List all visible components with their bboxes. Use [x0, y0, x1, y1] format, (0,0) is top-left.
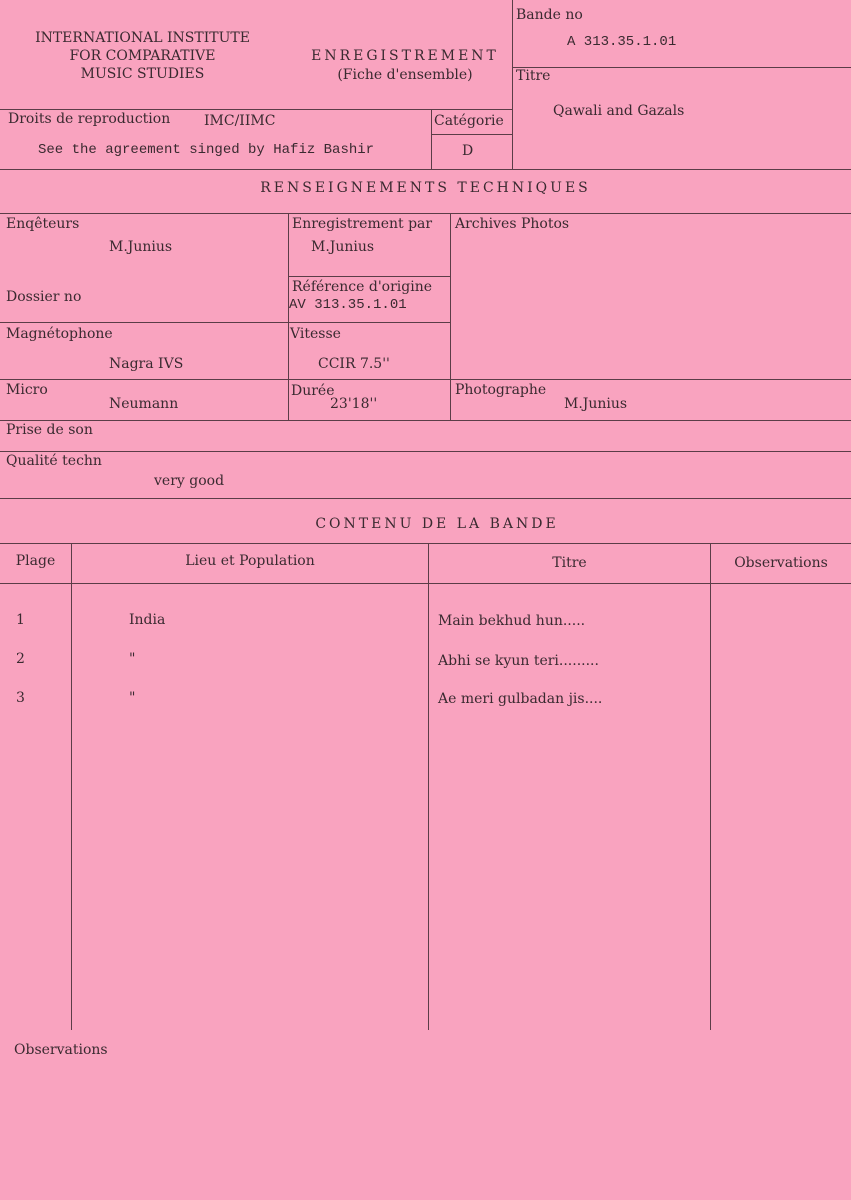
contents-top-line: [0, 543, 851, 544]
titre-label: Titre: [516, 68, 551, 84]
row-1-plage: 1: [16, 612, 25, 628]
archives-label: Archives Photos: [455, 216, 570, 232]
row-2-lieu: ": [129, 651, 136, 667]
droits-holder: IMC/IIMC: [204, 113, 276, 129]
row-3-lieu: ": [129, 690, 136, 706]
contents-col-divider-2: [428, 543, 429, 1030]
row-1-lieu: India: [129, 612, 166, 628]
column-header-plage: Plage: [15, 553, 56, 569]
magnetophone-label: Magnétophone: [6, 326, 113, 342]
dossier-label: Dossier no: [6, 289, 82, 305]
photographe-value: M.Junius: [564, 396, 628, 412]
droits-label: Droits de reproduction: [8, 111, 171, 127]
form-title: ENREGISTREMENT: [311, 48, 499, 64]
row-3-plage: 3: [16, 690, 25, 706]
micro-value: Neumann: [109, 396, 179, 412]
droits-note: See the agreement singed by Hafiz Bashir: [38, 142, 375, 158]
enqueteurs-label: Enqêteurs: [6, 216, 80, 232]
enqueteurs-value: M.Junius: [109, 239, 173, 255]
reference-top-line: [288, 276, 450, 277]
duree-value: 23'18'': [330, 396, 378, 412]
prise-top-line: [0, 420, 851, 421]
contents-section-title: CONTENU DE LA BANDE: [315, 516, 559, 532]
categorie-label: Catégorie: [434, 113, 504, 129]
reference-label: Référence d'origine: [292, 279, 433, 295]
photographe-label: Photographe: [455, 382, 547, 398]
contents-col-divider-1: [71, 543, 72, 1030]
droits-top-line: [0, 109, 512, 110]
technical-top-line: [0, 213, 851, 214]
contents-col-divider-3: [710, 543, 711, 1030]
technical-col-divider-1: [288, 213, 289, 421]
qualite-value: very good: [154, 473, 225, 489]
column-header-titre: Titre: [552, 555, 587, 571]
prise-label: Prise de son: [6, 422, 93, 438]
duree-label: Durée: [291, 383, 335, 399]
micro-label: Micro: [6, 382, 48, 398]
row-2-titre: Abhi se kyun teri.........: [438, 653, 599, 669]
institute-line-1: INTERNATIONAL INSTITUTE: [35, 30, 250, 46]
header-divider-vertical: [512, 0, 513, 170]
institute-line-2: FOR COMPARATIVE: [69, 48, 216, 64]
vitesse-label: Vitesse: [290, 326, 341, 342]
header-bottom-line: [0, 169, 851, 170]
row-2-plage: 2: [16, 651, 25, 667]
magnetophone-top-line: [0, 322, 450, 323]
enregistrement-label: Enregistrement par: [292, 216, 433, 232]
row-1-titre: Main bekhud hun.....: [438, 613, 586, 629]
categorie-value: D: [462, 143, 474, 159]
bande-no-label: Bande no: [516, 7, 583, 23]
bande-no-value: A 313.35.1.01: [567, 34, 677, 50]
column-header-observations: Observations: [734, 555, 828, 571]
qualite-label: Qualité techn: [6, 453, 102, 469]
enregistrement-value: M.Junius: [311, 239, 375, 255]
contents-header-line: [0, 583, 851, 584]
categorie-sub-line: [431, 134, 512, 135]
vitesse-value: CCIR 7.5'': [318, 356, 390, 372]
qualite-top-line: [0, 451, 851, 452]
technical-bottom-line: [0, 498, 851, 499]
form-subtitle: (Fiche d'ensemble): [337, 67, 473, 83]
micro-top-line: [0, 379, 851, 380]
technical-col-divider-2: [450, 213, 451, 421]
row-3-titre: Ae meri gulbadan jis....: [438, 691, 603, 707]
observations-label: Observations: [14, 1042, 108, 1058]
reference-value: AV 313.35.1.01: [289, 297, 407, 313]
technical-section-title: RENSEIGNEMENTS TECHNIQUES: [260, 180, 591, 196]
bande-no-divider: [512, 67, 851, 68]
column-header-lieu: Lieu et Population: [185, 553, 315, 569]
magnetophone-value: Nagra IVS: [109, 356, 184, 372]
categorie-divider: [431, 109, 432, 170]
titre-value: Qawali and Gazals: [553, 103, 685, 119]
institute-line-3: MUSIC STUDIES: [80, 66, 205, 82]
